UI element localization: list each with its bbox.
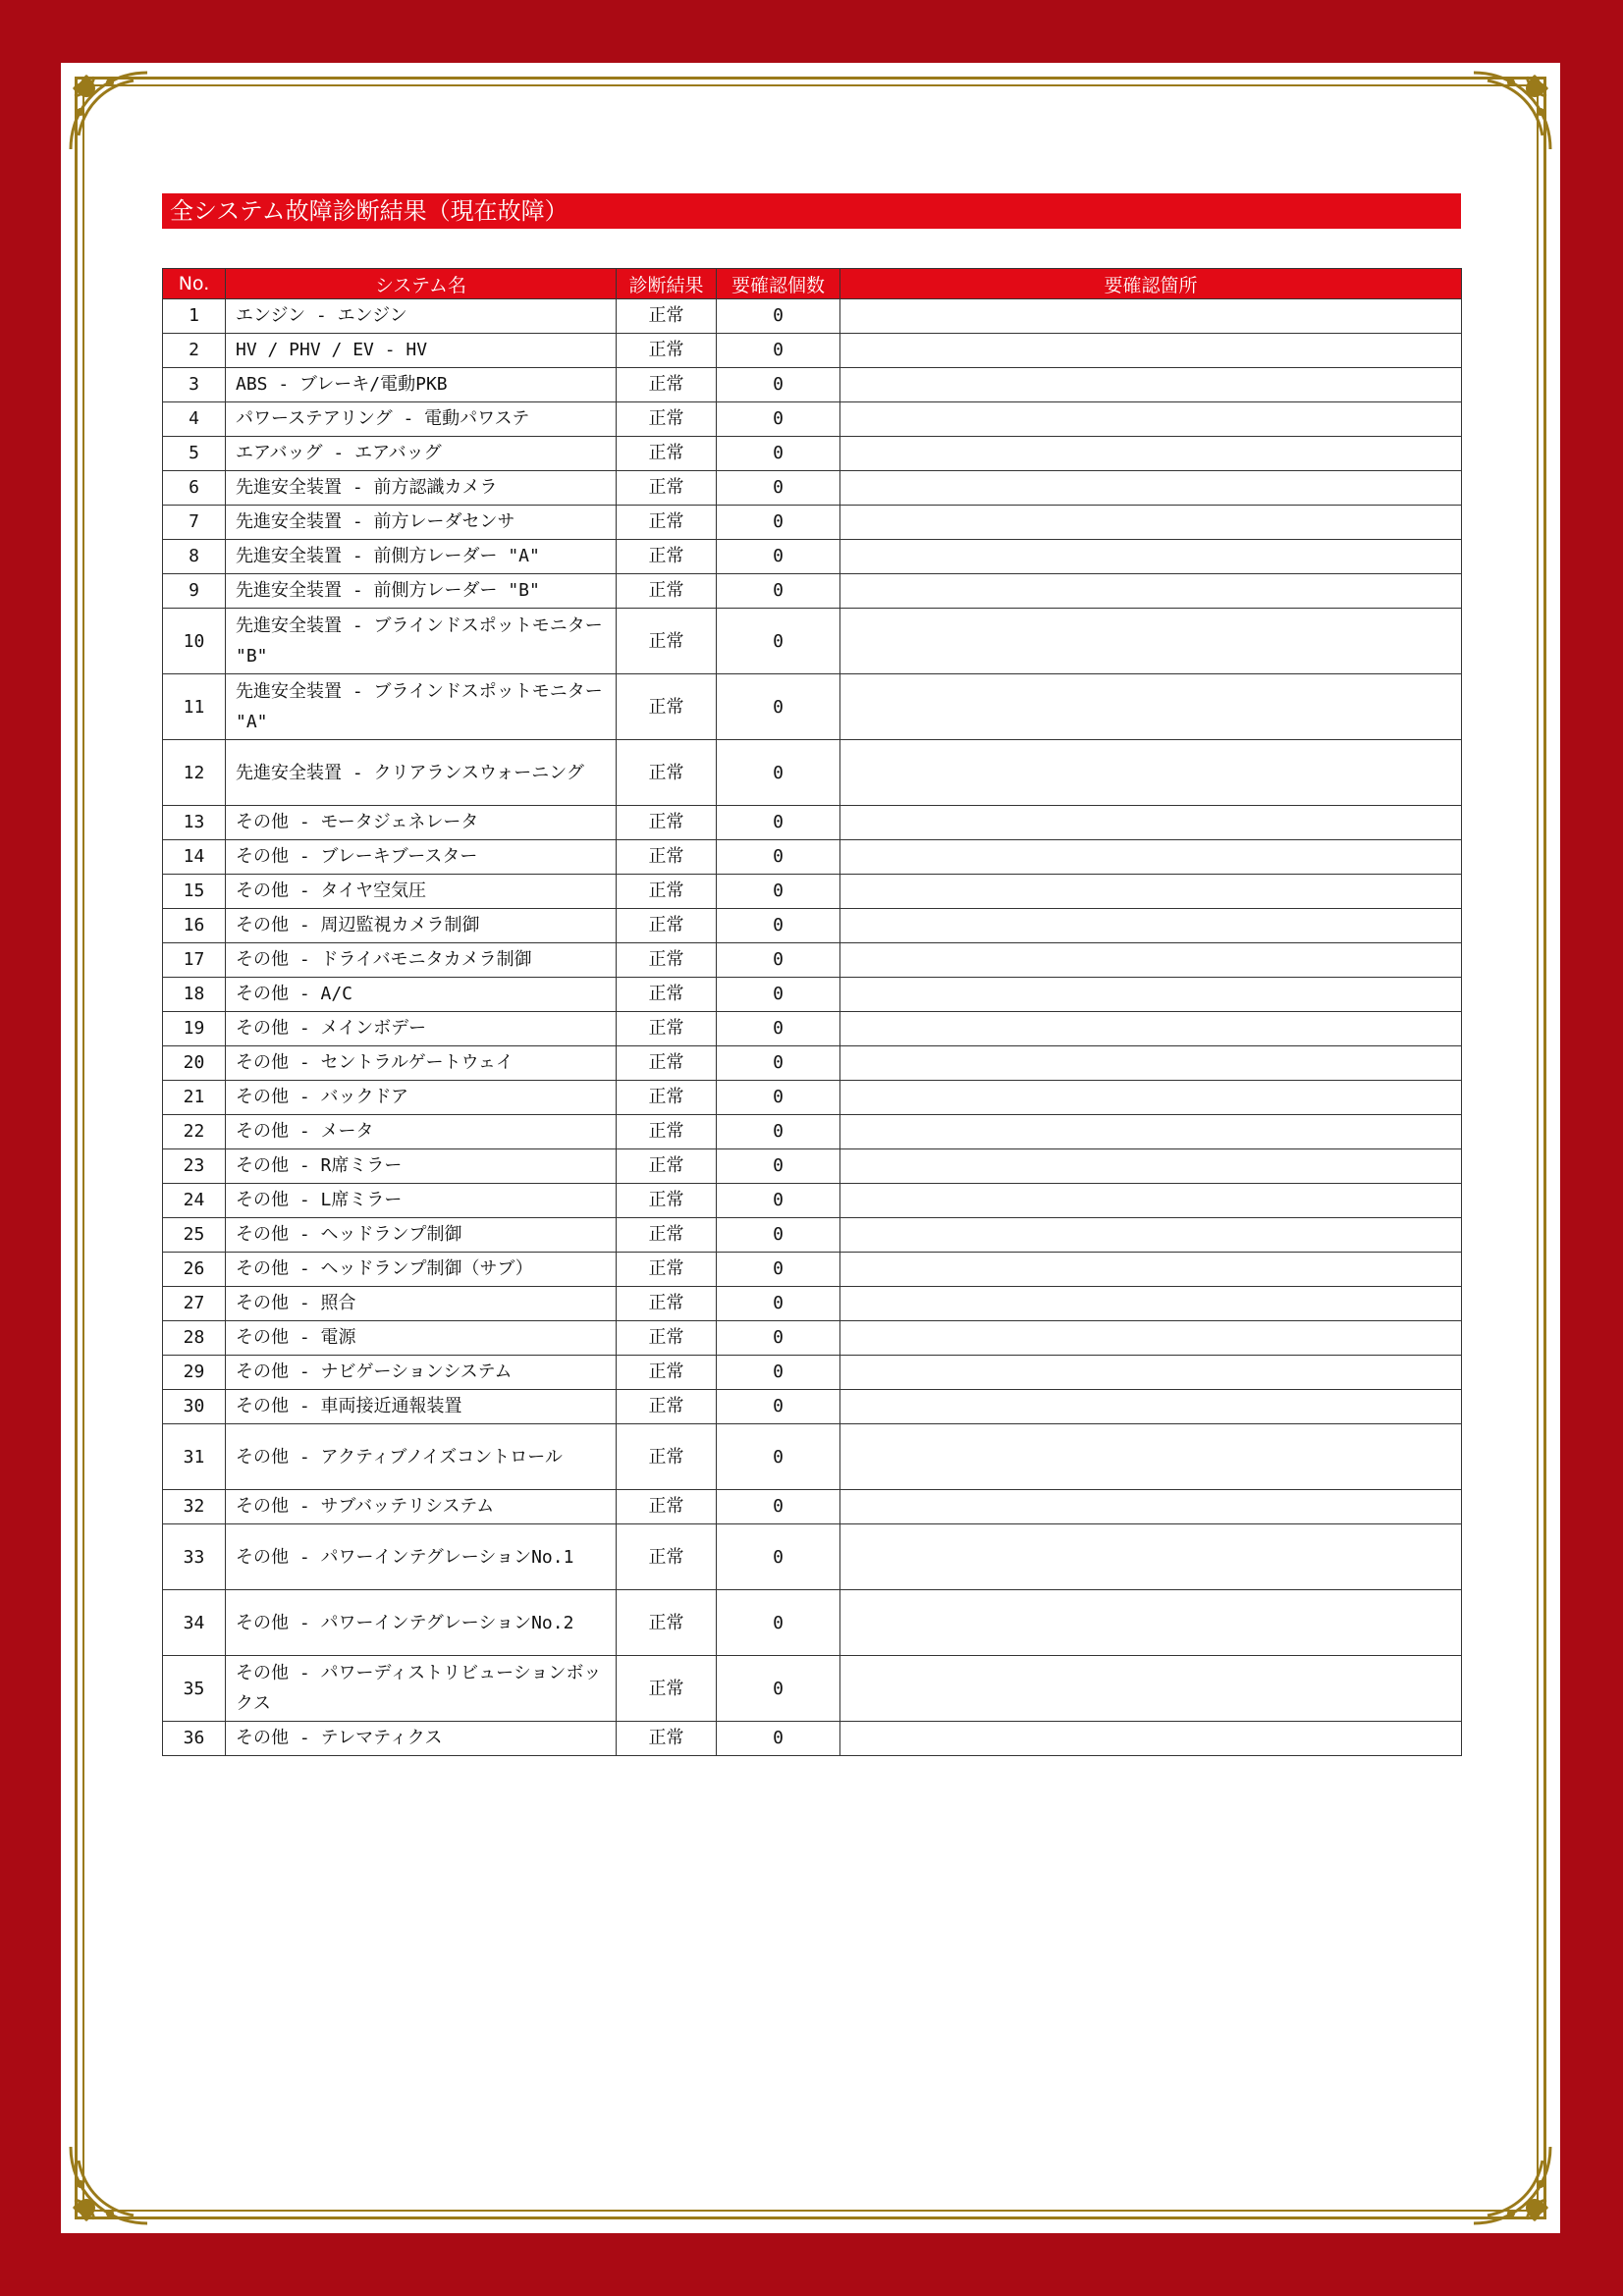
row-check-count: 0 xyxy=(717,1424,840,1490)
row-check-location xyxy=(840,806,1462,840)
row-system-name: その他 - パワーディストリビューションボックス xyxy=(226,1656,617,1722)
table-row xyxy=(163,978,1462,1012)
row-no: 24 xyxy=(163,1184,226,1218)
row-check-count: 0 xyxy=(717,402,840,437)
row-check-location xyxy=(840,574,1462,609)
row-check-location xyxy=(840,402,1462,437)
row-no: 8 xyxy=(163,540,226,574)
row-result: 正常 xyxy=(617,368,717,402)
row-check-location xyxy=(840,875,1462,909)
row-check-location xyxy=(840,1012,1462,1046)
row-check-count: 0 xyxy=(717,978,840,1012)
row-system-name: パワーステアリング - 電動パワステ xyxy=(226,402,617,437)
row-check-count: 0 xyxy=(717,1012,840,1046)
row-no: 25 xyxy=(163,1218,226,1253)
table-row xyxy=(163,402,1462,437)
row-no: 6 xyxy=(163,471,226,506)
row-check-count: 0 xyxy=(717,1115,840,1149)
row-check-location xyxy=(840,840,1462,875)
row-check-count: 0 xyxy=(717,506,840,540)
row-no: 10 xyxy=(163,609,226,674)
table-header-row xyxy=(163,269,1462,299)
row-no: 17 xyxy=(163,943,226,978)
row-system-name: その他 - セントラルゲートウェイ xyxy=(226,1046,617,1081)
row-check-location xyxy=(840,437,1462,471)
row-no: 9 xyxy=(163,574,226,609)
row-system-name: その他 - パワーインテグレーションNo.1 xyxy=(226,1524,617,1590)
row-result: 正常 xyxy=(617,1390,717,1424)
table-row xyxy=(163,740,1462,806)
table-row xyxy=(163,437,1462,471)
row-no: 30 xyxy=(163,1390,226,1424)
row-system-name: その他 - 周辺監視カメラ制御 xyxy=(226,909,617,943)
row-check-count: 0 xyxy=(717,299,840,334)
row-result: 正常 xyxy=(617,1424,717,1490)
row-system-name: その他 - 電源 xyxy=(226,1321,617,1356)
diagnosis-table xyxy=(162,268,1462,1756)
table-row xyxy=(163,1253,1462,1287)
row-check-count: 0 xyxy=(717,840,840,875)
ornament-corner-icon xyxy=(65,2141,153,2229)
row-result: 正常 xyxy=(617,1287,717,1321)
table-row xyxy=(163,1424,1462,1490)
row-system-name: 先進安全装置 - 前側方レーダー "A" xyxy=(226,540,617,574)
row-check-location xyxy=(840,1490,1462,1524)
row-result: 正常 xyxy=(617,1722,717,1756)
row-result: 正常 xyxy=(617,437,717,471)
row-check-location xyxy=(840,978,1462,1012)
table-row xyxy=(163,540,1462,574)
header-system-name: システム名 xyxy=(226,269,617,299)
row-result: 正常 xyxy=(617,1012,717,1046)
row-no: 28 xyxy=(163,1321,226,1356)
row-result: 正常 xyxy=(617,471,717,506)
row-check-location xyxy=(840,540,1462,574)
table-row xyxy=(163,1149,1462,1184)
table-row xyxy=(163,1390,1462,1424)
row-check-count: 0 xyxy=(717,875,840,909)
table-row xyxy=(163,1524,1462,1590)
row-result: 正常 xyxy=(617,1490,717,1524)
table-row xyxy=(163,1287,1462,1321)
row-check-location xyxy=(840,1321,1462,1356)
table-row xyxy=(163,1356,1462,1390)
row-system-name: 先進安全装置 - クリアランスウォーニング xyxy=(226,740,617,806)
row-check-location xyxy=(840,1081,1462,1115)
row-no: 21 xyxy=(163,1081,226,1115)
row-system-name: 先進安全装置 - ブラインドスポットモニター "A" xyxy=(226,674,617,740)
table-row xyxy=(163,506,1462,540)
row-no: 11 xyxy=(163,674,226,740)
row-no: 33 xyxy=(163,1524,226,1590)
row-check-count: 0 xyxy=(717,1321,840,1356)
row-no: 4 xyxy=(163,402,226,437)
row-result: 正常 xyxy=(617,1524,717,1590)
row-result: 正常 xyxy=(617,1656,717,1722)
row-check-count: 0 xyxy=(717,1218,840,1253)
row-result: 正常 xyxy=(617,740,717,806)
row-result: 正常 xyxy=(617,1149,717,1184)
table-row xyxy=(163,1321,1462,1356)
row-check-count: 0 xyxy=(717,437,840,471)
row-system-name: その他 - アクティブノイズコントロール xyxy=(226,1424,617,1490)
row-system-name: その他 - メインボデー xyxy=(226,1012,617,1046)
table-row xyxy=(163,609,1462,674)
row-system-name: その他 - 照合 xyxy=(226,1287,617,1321)
row-no: 18 xyxy=(163,978,226,1012)
row-system-name: エンジン - エンジン xyxy=(226,299,617,334)
row-check-count: 0 xyxy=(717,334,840,368)
row-result: 正常 xyxy=(617,402,717,437)
table-row xyxy=(163,1722,1462,1756)
row-no: 2 xyxy=(163,334,226,368)
row-system-name: ABS - ブレーキ/電動PKB xyxy=(226,368,617,402)
row-check-location xyxy=(840,1656,1462,1722)
row-result: 正常 xyxy=(617,299,717,334)
row-no: 3 xyxy=(163,368,226,402)
header-check-count: 要確認個数 xyxy=(717,269,840,299)
table-row xyxy=(163,1046,1462,1081)
row-result: 正常 xyxy=(617,1356,717,1390)
row-check-location xyxy=(840,506,1462,540)
row-check-location xyxy=(840,1524,1462,1590)
header-result: 診断結果 xyxy=(617,269,717,299)
row-system-name: その他 - パワーインテグレーションNo.2 xyxy=(226,1590,617,1656)
row-system-name: エアバッグ - エアバッグ xyxy=(226,437,617,471)
row-no: 12 xyxy=(163,740,226,806)
row-no: 34 xyxy=(163,1590,226,1656)
table-row xyxy=(163,471,1462,506)
table-row xyxy=(163,368,1462,402)
row-result: 正常 xyxy=(617,574,717,609)
row-check-count: 0 xyxy=(717,574,840,609)
row-result: 正常 xyxy=(617,875,717,909)
row-no: 13 xyxy=(163,806,226,840)
table-row xyxy=(163,299,1462,334)
row-check-count: 0 xyxy=(717,1046,840,1081)
row-check-location xyxy=(840,299,1462,334)
table-row xyxy=(163,943,1462,978)
row-check-location xyxy=(840,334,1462,368)
row-result: 正常 xyxy=(617,909,717,943)
row-check-count: 0 xyxy=(717,1524,840,1590)
row-check-count: 0 xyxy=(717,1390,840,1424)
row-check-count: 0 xyxy=(717,943,840,978)
table-row xyxy=(163,1012,1462,1046)
row-check-location xyxy=(840,1390,1462,1424)
row-no: 16 xyxy=(163,909,226,943)
row-check-location xyxy=(840,368,1462,402)
row-check-location xyxy=(840,1184,1462,1218)
table-row xyxy=(163,334,1462,368)
row-check-count: 0 xyxy=(717,1356,840,1390)
row-no: 1 xyxy=(163,299,226,334)
row-no: 14 xyxy=(163,840,226,875)
row-system-name: その他 - R席ミラー xyxy=(226,1149,617,1184)
row-system-name: 先進安全装置 - 前方レーダセンサ xyxy=(226,506,617,540)
row-result: 正常 xyxy=(617,334,717,368)
row-check-location xyxy=(840,1046,1462,1081)
row-system-name: その他 - ナビゲーションシステム xyxy=(226,1356,617,1390)
ornament-corner-icon xyxy=(1468,67,1556,155)
row-no: 27 xyxy=(163,1287,226,1321)
row-no: 26 xyxy=(163,1253,226,1287)
table-row xyxy=(163,1656,1462,1722)
row-result: 正常 xyxy=(617,1321,717,1356)
table-row xyxy=(163,1490,1462,1524)
row-system-name: その他 - メータ xyxy=(226,1115,617,1149)
table-row xyxy=(163,1590,1462,1656)
row-check-count: 0 xyxy=(717,806,840,840)
row-result: 正常 xyxy=(617,1081,717,1115)
row-check-count: 0 xyxy=(717,540,840,574)
row-check-count: 0 xyxy=(717,909,840,943)
row-no: 15 xyxy=(163,875,226,909)
row-result: 正常 xyxy=(617,540,717,574)
row-result: 正常 xyxy=(617,674,717,740)
row-check-count: 0 xyxy=(717,1656,840,1722)
row-check-location xyxy=(840,740,1462,806)
row-no: 22 xyxy=(163,1115,226,1149)
table-row xyxy=(163,875,1462,909)
row-check-location xyxy=(840,1424,1462,1490)
row-check-count: 0 xyxy=(717,740,840,806)
row-no: 32 xyxy=(163,1490,226,1524)
row-check-location xyxy=(840,1287,1462,1321)
row-check-count: 0 xyxy=(717,1149,840,1184)
table-row xyxy=(163,806,1462,840)
row-system-name: 先進安全装置 - ブラインドスポットモニター "B" xyxy=(226,609,617,674)
table-row xyxy=(163,574,1462,609)
row-check-location xyxy=(840,1218,1462,1253)
row-system-name: その他 - A/C xyxy=(226,978,617,1012)
row-system-name: その他 - ヘッドランプ制御 xyxy=(226,1218,617,1253)
row-result: 正常 xyxy=(617,1184,717,1218)
row-check-location xyxy=(840,1356,1462,1390)
header-no: No. xyxy=(163,269,226,299)
row-no: 23 xyxy=(163,1149,226,1184)
row-result: 正常 xyxy=(617,609,717,674)
row-result: 正常 xyxy=(617,506,717,540)
ornament-corner-icon xyxy=(1468,2141,1556,2229)
row-check-count: 0 xyxy=(717,471,840,506)
table-row xyxy=(163,909,1462,943)
header-check-location: 要確認箇所 xyxy=(840,269,1462,299)
row-result: 正常 xyxy=(617,806,717,840)
row-no: 19 xyxy=(163,1012,226,1046)
ornament-corner-icon xyxy=(65,67,153,155)
row-no: 36 xyxy=(163,1722,226,1756)
row-system-name: その他 - バックドア xyxy=(226,1081,617,1115)
row-check-location xyxy=(840,1149,1462,1184)
row-system-name: その他 - ヘッドランプ制御（サブ） xyxy=(226,1253,617,1287)
row-check-count: 0 xyxy=(717,1490,840,1524)
table-row xyxy=(163,1115,1462,1149)
row-check-count: 0 xyxy=(717,1287,840,1321)
table-row xyxy=(163,674,1462,740)
report-title: 全システム故障診断結果（現在故障） xyxy=(162,193,1461,229)
row-no: 20 xyxy=(163,1046,226,1081)
row-check-count: 0 xyxy=(717,1253,840,1287)
table-row xyxy=(163,1184,1462,1218)
row-no: 5 xyxy=(163,437,226,471)
row-result: 正常 xyxy=(617,1115,717,1149)
row-result: 正常 xyxy=(617,1218,717,1253)
row-system-name: その他 - モータジェネレータ xyxy=(226,806,617,840)
row-no: 31 xyxy=(163,1424,226,1490)
row-check-location xyxy=(840,1115,1462,1149)
table-row xyxy=(163,1218,1462,1253)
row-result: 正常 xyxy=(617,1590,717,1656)
row-no: 35 xyxy=(163,1656,226,1722)
row-check-count: 0 xyxy=(717,674,840,740)
row-system-name: その他 - タイヤ空気圧 xyxy=(226,875,617,909)
row-system-name: その他 - L席ミラー xyxy=(226,1184,617,1218)
row-check-count: 0 xyxy=(717,1081,840,1115)
table-row xyxy=(163,1081,1462,1115)
row-check-count: 0 xyxy=(717,1184,840,1218)
row-system-name: 先進安全装置 - 前側方レーダー "B" xyxy=(226,574,617,609)
row-check-location xyxy=(840,609,1462,674)
row-result: 正常 xyxy=(617,1046,717,1081)
row-check-count: 0 xyxy=(717,609,840,674)
row-check-location xyxy=(840,471,1462,506)
row-check-count: 0 xyxy=(717,1590,840,1656)
row-check-location xyxy=(840,1590,1462,1656)
row-system-name: その他 - ブレーキブースター xyxy=(226,840,617,875)
row-check-location xyxy=(840,674,1462,740)
row-check-location xyxy=(840,909,1462,943)
report-page xyxy=(61,63,1560,2233)
row-check-count: 0 xyxy=(717,368,840,402)
row-result: 正常 xyxy=(617,943,717,978)
row-check-location xyxy=(840,943,1462,978)
row-system-name: その他 - 車両接近通報装置 xyxy=(226,1390,617,1424)
row-system-name: その他 - ドライバモニタカメラ制御 xyxy=(226,943,617,978)
row-check-count: 0 xyxy=(717,1722,840,1756)
row-result: 正常 xyxy=(617,840,717,875)
row-system-name: その他 - テレマティクス xyxy=(226,1722,617,1756)
row-result: 正常 xyxy=(617,1253,717,1287)
row-check-location xyxy=(840,1253,1462,1287)
table-row xyxy=(163,840,1462,875)
row-check-location xyxy=(840,1722,1462,1756)
row-system-name: 先進安全装置 - 前方認識カメラ xyxy=(226,471,617,506)
row-no: 29 xyxy=(163,1356,226,1390)
row-system-name: HV / PHV / EV - HV xyxy=(226,334,617,368)
row-system-name: その他 - サブバッテリシステム xyxy=(226,1490,617,1524)
row-no: 7 xyxy=(163,506,226,540)
row-result: 正常 xyxy=(617,978,717,1012)
